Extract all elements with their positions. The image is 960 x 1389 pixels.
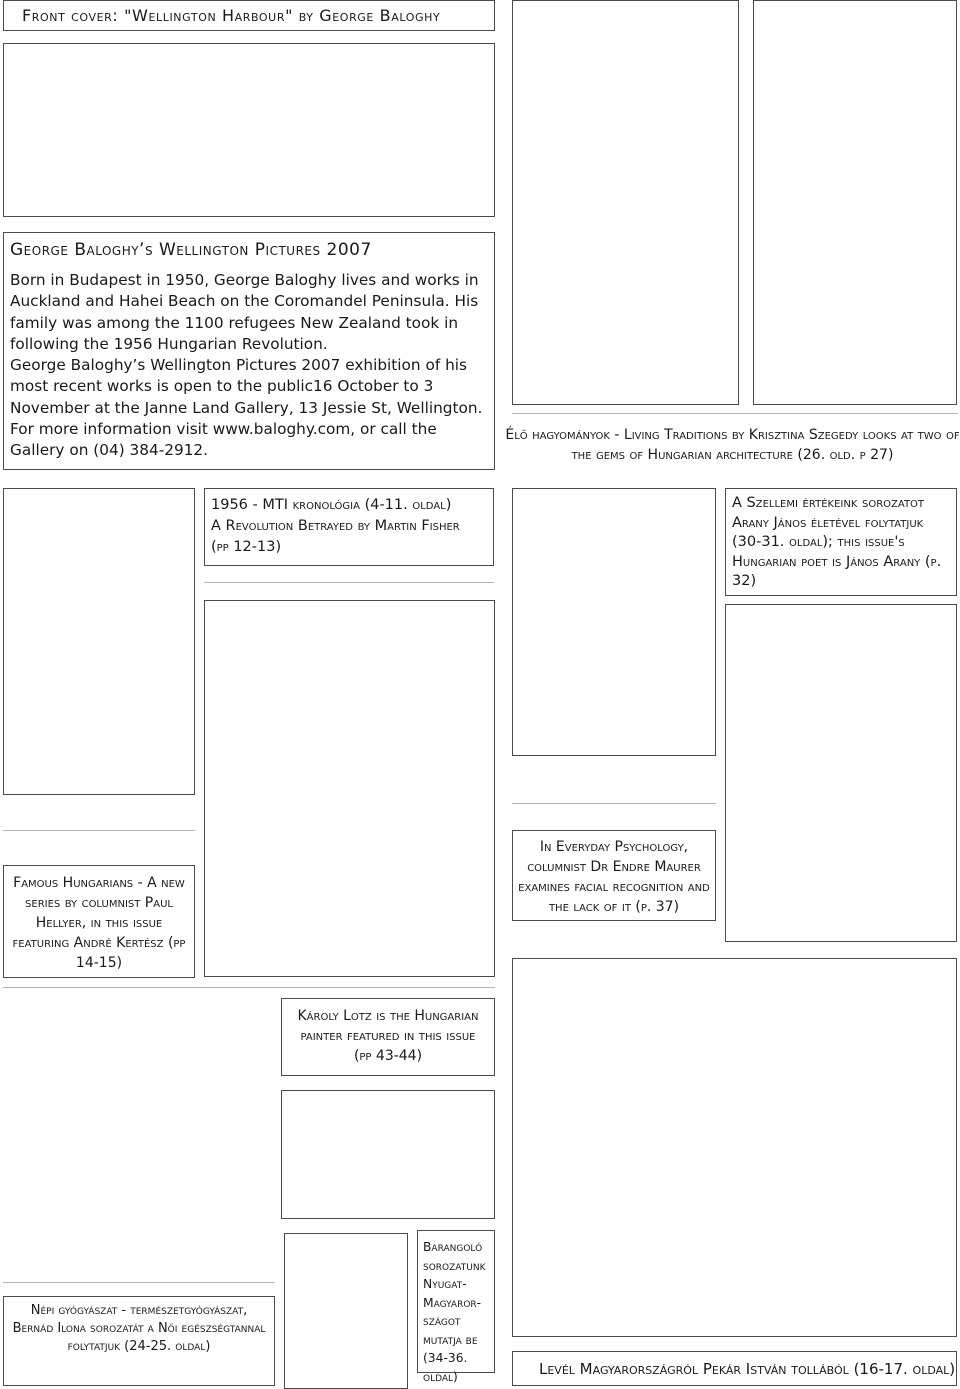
divider-line (204, 582, 494, 583)
psychology-caption (512, 830, 716, 921)
bio-paragraph-2: George Baloghy’s Wellington Pictures 2007 exhibition of his most recent works is open to the public16 October to 3 November at the Janne Land Gallery, 13 Jessie St, Wellington. (10, 356, 483, 417)
divider-line (512, 413, 958, 414)
elo-caption (505, 425, 960, 465)
nepi-caption (3, 1296, 275, 1386)
image-frame-bottom-small (284, 1233, 408, 1389)
image-frame-top-right-a (512, 0, 739, 405)
famous-hungarians-text: Famous Hungarians - A new series by columnist Paul Hellyer, in this issue featuring André Kertész (pp 14-15) (12, 875, 186, 971)
image-frame-lower-right (512, 958, 957, 1337)
image-frame-center (204, 600, 495, 977)
elo-caption-text: Élő hagyományok - Living Traditions by Krisztina Szegedy looks at two of the gems of Hungarian architecture (26. old. p 27) (505, 427, 960, 463)
bio-paragraph-3: For more information visit www.baloghy.com, or call the Gallery on (04) 384-2912. (10, 420, 437, 460)
lotz-caption (281, 998, 495, 1076)
image-frame-top-right-b (753, 0, 957, 405)
front-cover-caption (3, 0, 495, 31)
psychology-caption-text: In Everyday Psychology, columnist Dr Endre Maurer examines facial recognition and the lack of it (p. 37) (518, 839, 710, 915)
kronologia-line-1: 1956 - MTI kronológia (4-11. oldal) (211, 497, 452, 513)
barangolo-caption (417, 1230, 495, 1384)
level-caption (512, 1351, 957, 1386)
divider-line (512, 803, 716, 804)
divider-line (3, 987, 495, 988)
image-frame-mid-left (3, 488, 195, 795)
image-frame-right-tall (725, 604, 957, 942)
bio-paragraph-1: Born in Budapest in 1950, George Baloghy lives and works in Auckland and Hahei Beach on the Coromandel Peninsula. His family was among the 1100 refugees New Zealand took in following the 1956 Hungarian Revolution. (10, 271, 479, 353)
lotz-line-2: painter featured in this issue (300, 1028, 476, 1044)
front-cover-text: Front cover: "Wellington Harbour" by George Baloghy (22, 6, 441, 25)
lotz-line-1: Károly Lotz is the Hungarian (297, 1008, 479, 1024)
divider-line (3, 830, 195, 831)
image-frame-mid-right (512, 488, 716, 756)
kronologia-line-3: (pp 12-13) (211, 539, 282, 555)
kronologia-line-2: A Revolution Betrayed by Martin Fisher (211, 518, 460, 534)
szellemi-caption-text: A Szellemi értékeink sorozatot Arany János életével folytatjuk (30-31. oldal); this issue's Hungarian poet is János Arany (p. 32) (732, 495, 942, 589)
image-frame-lotz (281, 1090, 495, 1219)
nepi-caption-text: Népi gyógyászat - természetgyógyászat, Bernád Ilona sorozatát a Női egészségtannal folytatjuk (24-25. oldal) (12, 1303, 266, 1354)
kronologia-caption (204, 488, 494, 566)
lotz-line-3: (pp 43-44) (353, 1048, 423, 1064)
bio-box (3, 232, 495, 470)
divider-line (3, 1282, 275, 1283)
bio-title: George Baloghy’s Wellington Pictures 2007 (10, 240, 372, 260)
szellemi-caption (725, 488, 957, 596)
level-caption-text: Levél Magyarországról Pekár István tollából (16-17. oldal) (539, 1360, 956, 1378)
barangolo-caption-text: Barangoló sorozatunk Nyugat-Magyaror-szágot mutatja be (34-36. oldal) (423, 1240, 486, 1384)
famous-hungarians-caption (3, 865, 195, 978)
image-frame-cover (3, 43, 495, 217)
